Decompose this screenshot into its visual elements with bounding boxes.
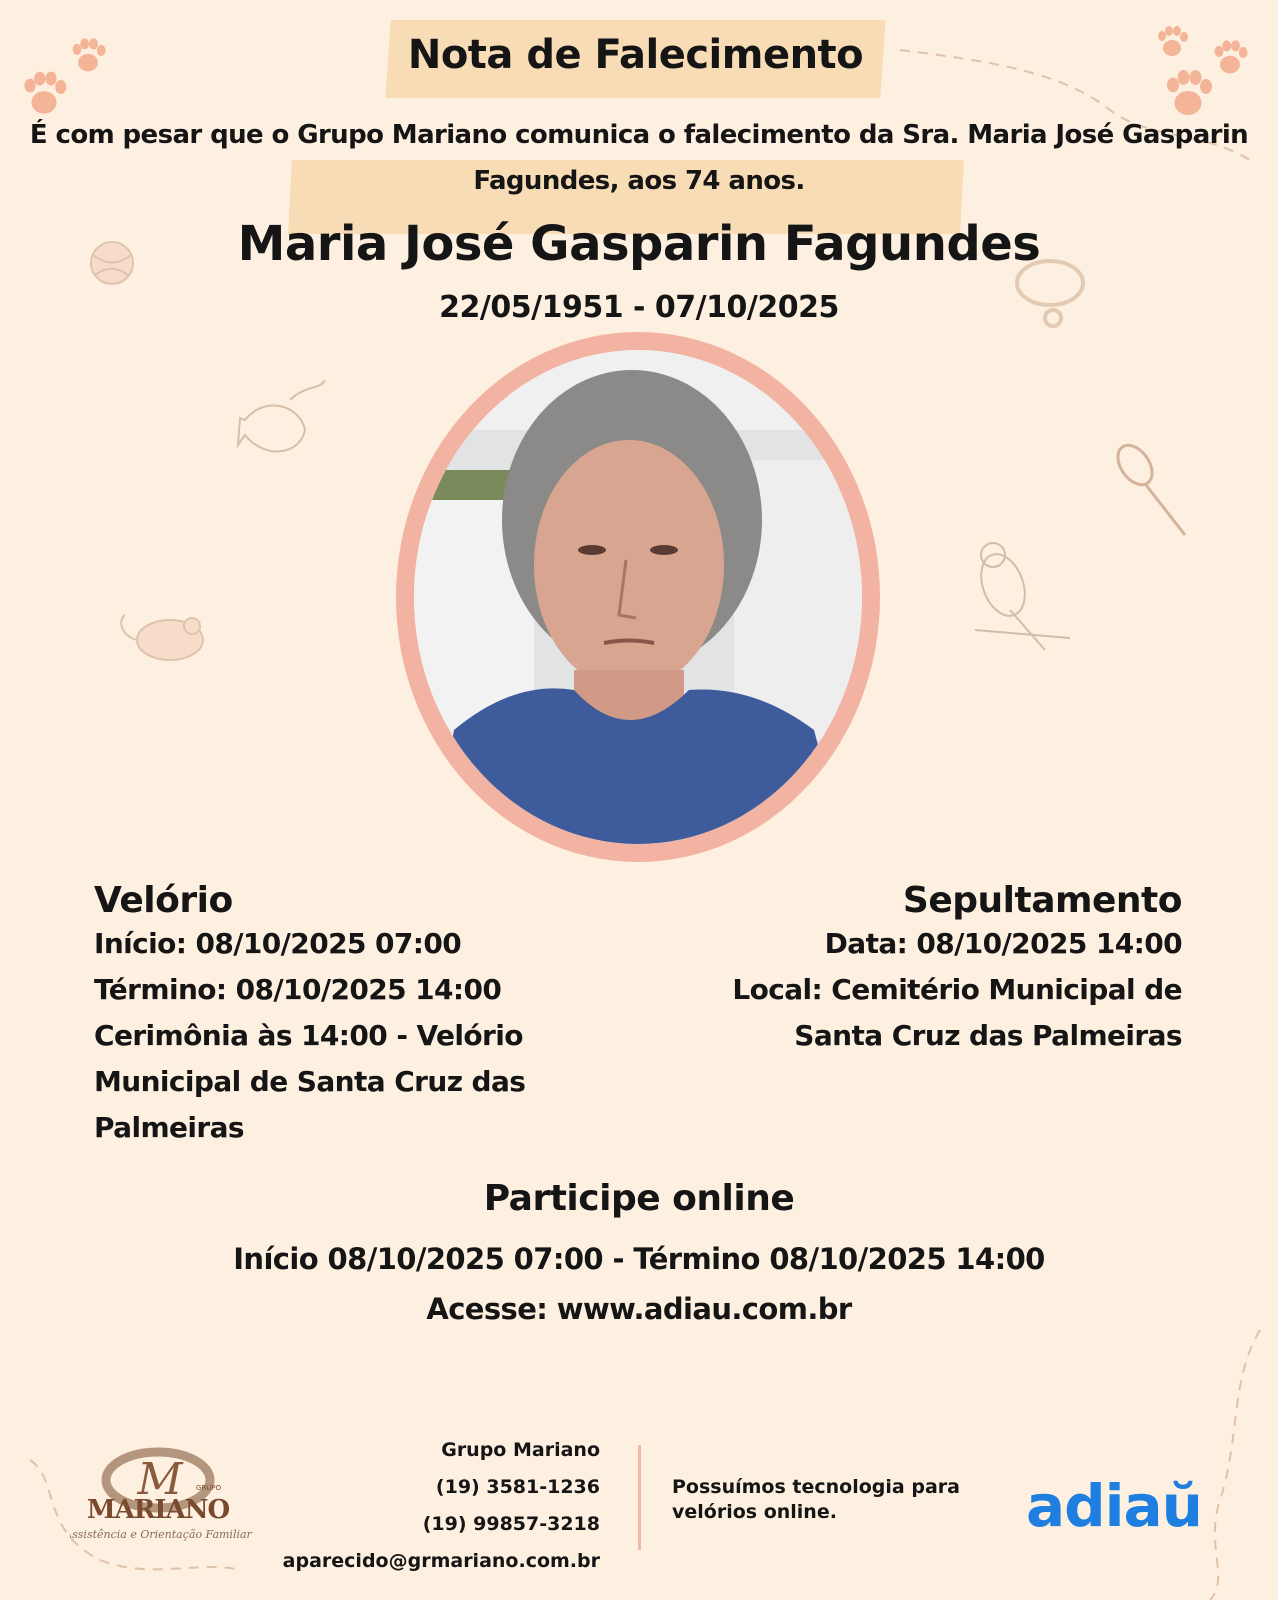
fish-icon (238, 380, 325, 451)
paw-icon (1215, 40, 1248, 73)
parakeet-icon (973, 543, 1070, 650)
mouse-icon (121, 615, 203, 660)
online-acesse[interactable]: Acesse: www.adiau.com.br (426, 1292, 852, 1326)
mariano-logo (70, 1440, 260, 1560)
paw-icon (1158, 26, 1188, 56)
sepultamento-data: Data: 08/10/2025 14:00 (824, 927, 1182, 960)
brush-icon (1111, 439, 1185, 535)
mariano-logo-top: GRUPO (196, 1484, 222, 1492)
velorio-heading: Velório (94, 880, 233, 921)
life-dates: 22/05/1951 - 07/10/2025 (439, 290, 839, 325)
deceased-name: Maria José Gasparin Fagundes (237, 216, 1041, 272)
intro-text: É com pesar que o Grupo Mariano comunica o falecimento da Sra. Maria José Gasparin Fagundes, aos 74 anos. (29, 120, 1249, 196)
paw-icon (73, 38, 106, 71)
company-name: Grupo Mariano (441, 1439, 600, 1461)
velorio-inicio: Início: 08/10/2025 07:00 (94, 927, 462, 960)
paw-icon (1167, 70, 1212, 115)
online-horario: Início 08/10/2025 07:00 - Término 08/10/2025 14:00 (233, 1242, 1045, 1276)
phone-2[interactable]: (19) 99857-3218 (422, 1513, 600, 1535)
mariano-logo-tagline: Assistência e Orientação Familiar (70, 1528, 252, 1541)
adiau-logo-text: adiaŭ (1026, 1472, 1202, 1540)
mariano-logo-brand: MARIANO (86, 1495, 230, 1525)
contact-block (240, 1432, 600, 1580)
online-heading: Participe online (483, 1178, 795, 1219)
velorio-section (94, 880, 574, 1151)
adiau-logo (1026, 1458, 1216, 1548)
email-link[interactable]: aparecido@grmariano.com.br (282, 1550, 600, 1572)
svg-text:M: M (137, 1454, 183, 1505)
sepultamento-section (690, 880, 1182, 1059)
sepultamento-local: Local: Cemitério Municipal de Santa Cruz das Palmeiras (732, 973, 1182, 1052)
footer-divider (638, 1445, 641, 1550)
tech-text: Possuímos tecnologia para velórios online. (672, 1476, 960, 1523)
paw-icon (24, 72, 66, 114)
portrait-photo (414, 350, 862, 844)
page-title: Nota de Falecimento (407, 32, 864, 78)
sepultamento-heading: Sepultamento (902, 880, 1182, 921)
velorio-termino: Término: 08/10/2025 14:00 (94, 973, 502, 1006)
phone-1[interactable]: (19) 3581-1236 (435, 1476, 600, 1498)
velorio-cerimonia: Cerimônia às 14:00 - Velório Municipal de Santa Cruz das Palmeiras (94, 1019, 526, 1144)
